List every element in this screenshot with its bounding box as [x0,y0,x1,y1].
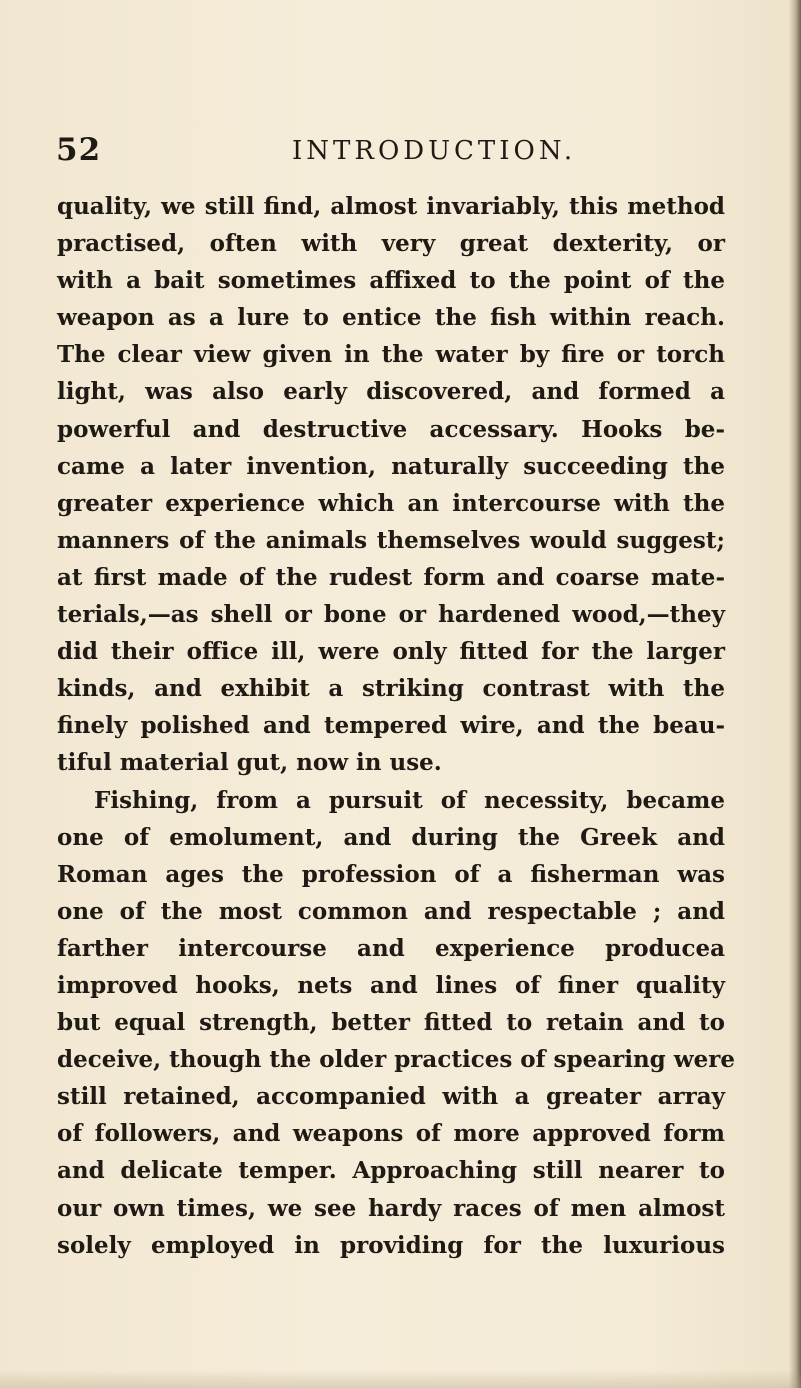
text-line: still retained, accompanied with a greater array [57,1083,725,1111]
text-line: improved hooks, nets and lines of finer quality [57,971,725,999]
text-line: quality, we still find, almost invariably, this method [57,193,725,220]
text-line: light, was also early discovered, and formed a [57,378,725,406]
text-line: terials,—as shell or bone or hardened wood,—they [57,601,725,629]
text-line: manners of the animals themselves would suggest; [57,526,725,554]
text-line: one of emolument, and during the Greek and [57,823,725,851]
text-line: at first made of the rudest form and coarse mate- [57,563,725,591]
text-line: farther intercourse and experience producea [57,934,725,962]
page-number: 52 [56,132,102,168]
text-line: with a bait sometimes affixed to the point of the [57,267,725,295]
text-line: of followers, and weapons of more approved form [57,1120,725,1148]
text-line: finely polished and tempered wire, and the beau- [57,712,725,740]
text-line: powerful and destructive accessary. Hooks be- [57,415,725,443]
page-edge-shadow [789,0,801,1388]
text-line: did their office ill, were only fitted for the larger [57,638,725,666]
text-line: one of the most common and respectable ; and [57,897,725,925]
text-line: but equal strength, better fitted to retain and to [57,1009,725,1037]
text-line: solely employed in providing for the luxurious [57,1231,725,1259]
text-line: Roman ages the profession of a fisherman was [57,860,725,888]
text-line: deceive, though the older practices of spearing were [57,1046,735,1074]
text-line: greater experience which an intercourse with the [57,489,725,517]
page-bottom-shade [0,1370,801,1388]
text-line: and delicate temper. Approaching still nearer to [57,1157,725,1185]
text-line: our own times, we see hardy races of men almost [57,1194,725,1222]
page-header [0,132,801,172]
text-line: tiful material gut, now in use. [57,749,442,777]
running-head: INTRODUCTION. [292,136,577,166]
text-line: came a later invention, naturally succeeding the [57,452,725,480]
text-line: The clear view given in the water by fire or torch [57,341,725,369]
text-line: kinds, and exhibit a striking contrast with the [57,675,725,703]
text-line: weapon as a lure to entice the fish within reach. [57,304,725,332]
text-line: practised, often with very great dexterity, or [57,230,725,258]
paragraph-first-line: Fishing, from a pursuit of necessity, became [94,786,725,814]
body-text [57,188,735,1264]
